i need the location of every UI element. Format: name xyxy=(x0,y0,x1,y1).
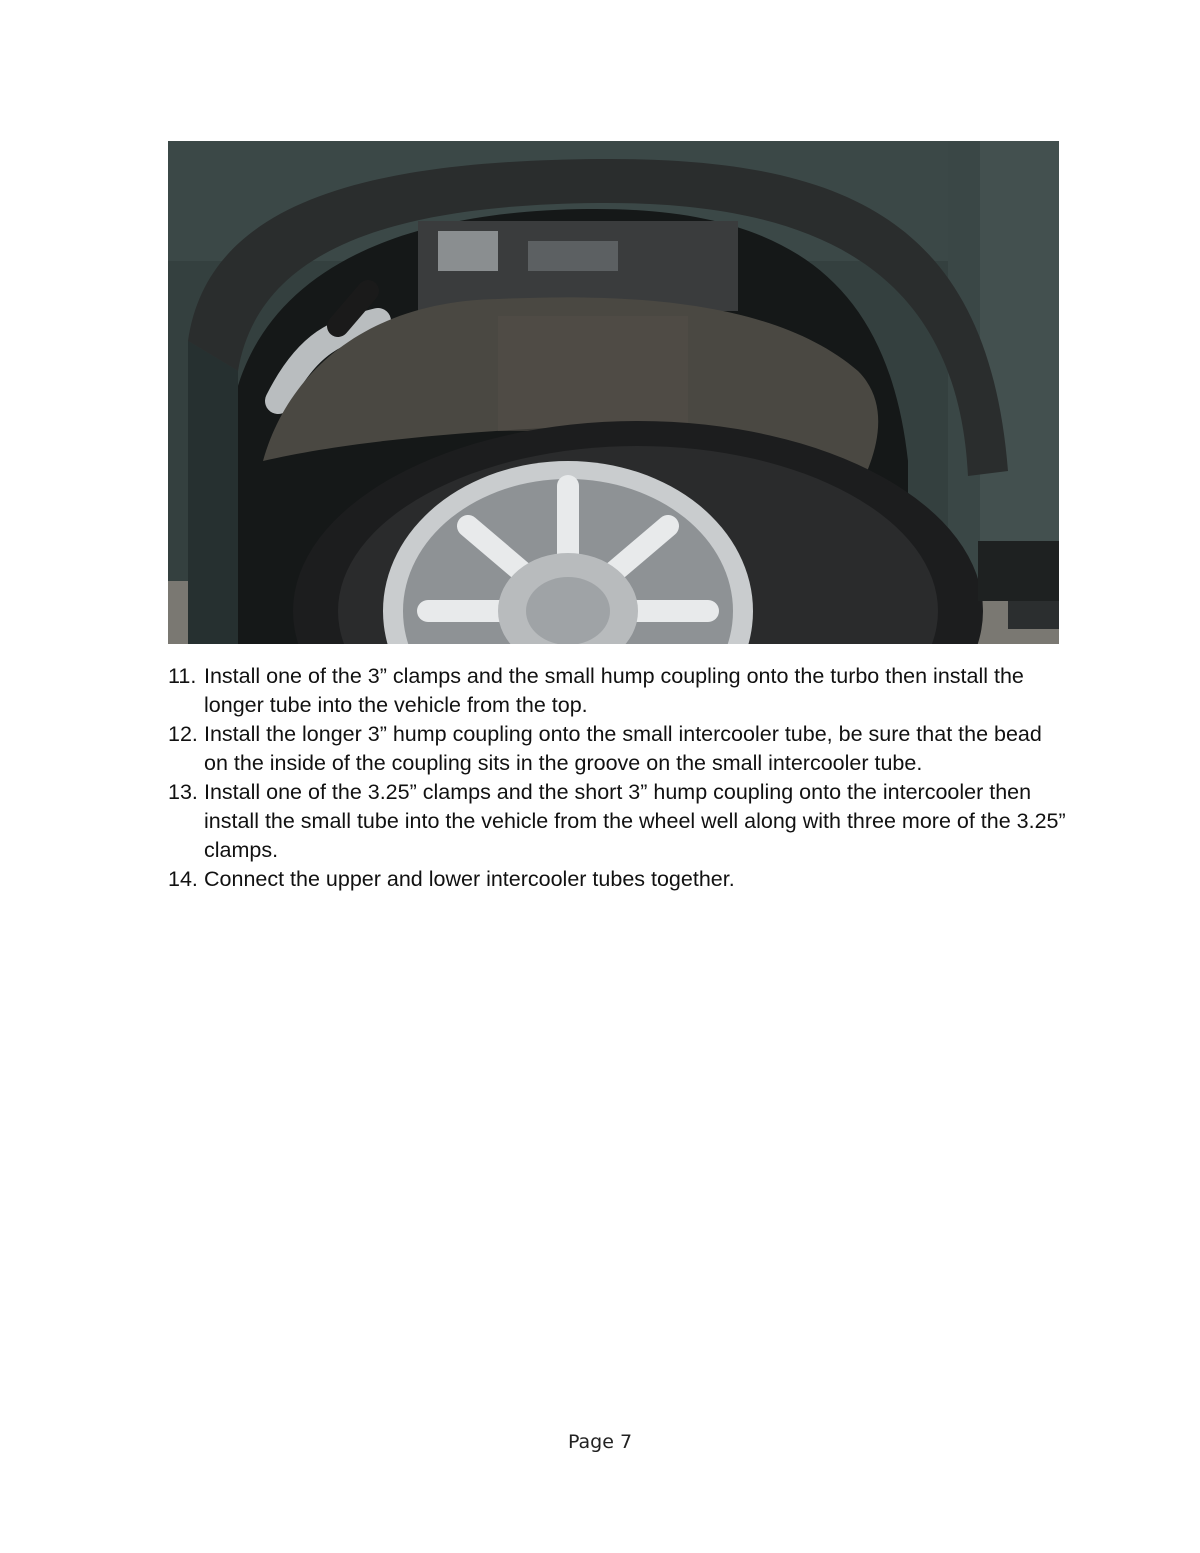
list-item xyxy=(168,662,1068,720)
step-number: 13. xyxy=(168,780,198,804)
step-text: Install one of the 3” clamps and the small hump coupling onto the turbo then install the longer tube into the vehicle from the top. xyxy=(204,664,1024,717)
instruction-steps xyxy=(168,662,1068,894)
list-item xyxy=(168,720,1068,778)
step-text: Install one of the 3.25” clamps and the short 3” hump coupling onto the intercooler then install the small tube into the vehicle from the wheel well along with three more of the 3.25” clamps. xyxy=(204,780,1066,862)
list-item xyxy=(168,865,1068,894)
list-item xyxy=(168,778,1068,865)
page-number: Page 7 xyxy=(567,1431,633,1453)
truck-wheel-well-photo xyxy=(168,141,1059,644)
step-number: 12. xyxy=(168,722,198,746)
step-text: Connect the upper and lower intercooler tubes together. xyxy=(204,867,735,891)
step-number: 11. xyxy=(168,664,197,688)
step-number: 14. xyxy=(168,867,198,891)
step-text: Install the longer 3” hump coupling onto the small intercooler tube, be sure that the bead on the inside of the coupling sits in the groove on the small intercooler tube. xyxy=(204,722,1042,775)
